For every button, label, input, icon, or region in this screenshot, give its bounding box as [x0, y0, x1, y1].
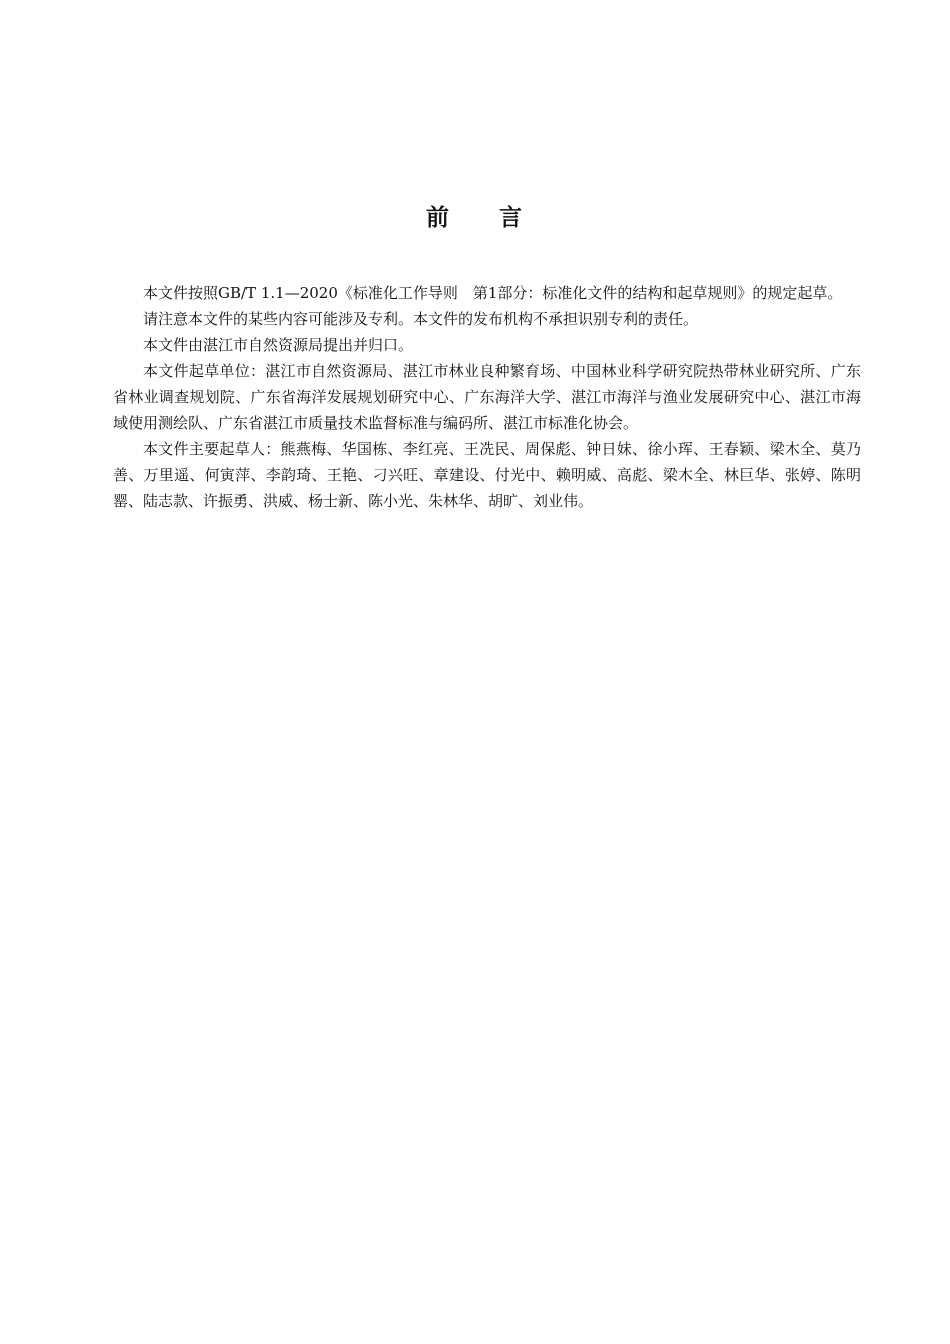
paragraph-drafting-basis: 本文件按照GB/T 1.1—2020《标准化工作导则 第1部分：标准化文件的结构和起草规则》的规定起草。 [143, 284, 843, 302]
paragraph-patent-notice: 请注意本文件的某些内容可能涉及专利。本文件的发布机构不承担识别专利的责任。 [143, 310, 699, 328]
title-char-1: 前 [426, 205, 451, 231]
paragraph-drafting-units: 本文件起草单位：湛江市自然资源局、湛江市林业良种繁育场、中国林业科学研究院热带林业研究所、广东省林业调查规划院、广东省海洋发展规划研究中心、广东海洋大学、湛江市海洋与渔业发展研究中心、湛江市海域使用测绘队、广东省湛江市质量技术监督标准与编码所、湛江市标准化协会。 [113, 362, 861, 432]
foreword-body [113, 280, 861, 514]
title-char-2: 言 [499, 205, 524, 231]
paragraph-main-drafters: 本文件主要起草人：熊燕梅、华国栋、李红亮、王冼民、周保彪、钟日妹、徐小珲、王春颖、梁木全、莫乃善、万里遥、何寅萍、李韵琦、王艳、刁兴旺、章建设、付光中、赖明威、高彪、梁木全、林巨华、张婷、陈明罂、陆志款、许振勇、洪威、杨士新、陈小光、朱林华、胡旷、刘业伟。 [113, 440, 861, 510]
paragraph-proposer: 本文件由湛江市自然资源局提出并归口。 [143, 336, 414, 354]
page-title [0, 200, 950, 236]
